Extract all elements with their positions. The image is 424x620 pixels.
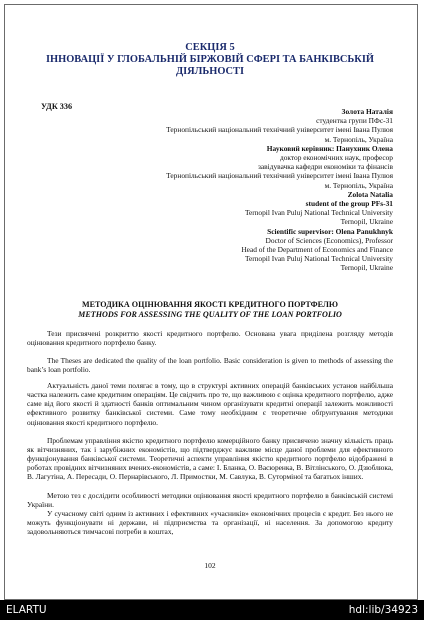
author-line: Тернопільський національний технічний університет імені Івана Пулюя: [166, 171, 393, 181]
author-line: Doctor of Sciences (Economics), Professor: [265, 235, 393, 245]
handle-identifier: hdl:lib/34923: [348, 604, 418, 616]
author-line: Ternopil Ivan Puluj National Technical University: [244, 254, 393, 264]
author-line: Золота Наталія: [341, 107, 393, 116]
author-block-ukrainian: [166, 107, 393, 190]
author-block-english: [166, 190, 393, 273]
body-paragraph: Метою тез є дослідити особливості методики оцінювання якості кредитного портфелю в банківській системі України.: [27, 490, 393, 509]
page-number: 102: [204, 561, 216, 570]
author-line: Тернопільський національний технічний університет імені Івана Пулюя: [166, 125, 393, 135]
article-body: [27, 381, 393, 536]
article-title-ukrainian: МЕТОДИКА ОЦІНЮВАННЯ ЯКОСТІ КРЕДИТНОГО ПОРТФЕЛЮ: [81, 300, 339, 309]
abstract-ukrainian: Тези присвячені розкриттю якості кредитного портфелю. Основана увага приділена розгляду методів оцінювання кредитного портфелю банку.: [27, 329, 393, 348]
section-title-line: ІННОВАЦІЇ У ГЛОБАЛЬНІЙ БІРЖОВІЙ СФЕРІ ТА БАНКІВСЬКІЙ: [46, 54, 374, 66]
section-number: СЕКЦІЯ 5: [185, 42, 235, 53]
author-line: студентка групи ПФс-31: [316, 116, 393, 126]
author-line: Ternopil, Ukraine: [340, 217, 393, 227]
author-line: Zolota Natalia: [347, 189, 393, 199]
author-line: Scientific supervisor: Olena Panukhnyk: [267, 226, 393, 236]
author-line: Head of the Department of Economics and Finance: [241, 245, 393, 255]
author-line: м. Тернопіль, Україна: [324, 180, 393, 190]
article-title-english: METHODS FOR ASSESSING THE QUALITY OF THE LOAN PORTFOLIO: [78, 310, 342, 319]
author-line: Ternopil Ivan Puluj National Technical University: [244, 208, 393, 218]
abstract-english: The Theses are dedicated the quality of the loan portfolio. Basic consideration is given to methods of assessing the bank’s loan portfolio.: [27, 356, 393, 375]
document-page: [4, 4, 418, 600]
author-line: доктор економічних наук, професор: [279, 153, 393, 163]
author-line: м. Тернопіль, Україна: [324, 134, 393, 144]
author-line: student of the group PFs-31: [305, 199, 393, 209]
article-title: [27, 300, 393, 320]
body-paragraph: Проблемам управління якістю кредитного портфелю комерційного банку присвячено значну кількість праць як вітчизняних, так і зарубіжних економістів, що підтверджує важливе місце даної проблеми для ефективного функціонування банківської системи. Теоретичні аспекти управління якістю кредитного портфелю відображені в роботах провідних вітчизняних вчених-економістів, а саме: І. Бланка, О. Васюренка, В. Вітлінського, О. Дзюблюка, В. Лагутіна, А. Пересади, О. Пернарівського, Л. Примостки, М. Савлука, В. Суторміної та багатьох інших.: [27, 435, 393, 482]
author-line: завідувачка кафедри економіки та фінансів: [257, 162, 393, 172]
author-line: Ternopil, Ukraine: [340, 263, 393, 273]
section-heading: [27, 42, 393, 79]
repository-name: ELARTU: [6, 604, 47, 616]
section-title-line: ДІЯЛЬНОСТІ: [175, 66, 245, 78]
body-paragraph: У сучасному світі одним із активних і ефективних «учасників» економічних процесів є кредит. Без нього не можуть функціонувати ні держави, ні підприємства та організації, ні населення. За допомогою кредиту задовольняються тимчасові потреби в коштах,: [27, 508, 393, 537]
udk-code: УДК 336: [41, 102, 73, 111]
page-content: [27, 5, 393, 601]
abstract: [27, 329, 393, 375]
author-line: Науковий керівник: Панухник Олена: [266, 143, 393, 153]
body-paragraph: Актуальність даної теми полягає в тому, що в структурі активних операцій банківських установ найбільша частка належить саме кредитним операціям. Це свідчить про те, що важливою є оцінка кредитного портфелю, адже саме від його якості й здатності банків оптимальним чином організувати кредитні операції залежить можливості ефективного розвитку банківської системи. Саме тому необхідним є теоретичне обґрунтування методики оцінювання якості кредитного портфелю.: [27, 381, 393, 427]
author-block: [166, 107, 393, 273]
repository-footer: [0, 600, 424, 620]
